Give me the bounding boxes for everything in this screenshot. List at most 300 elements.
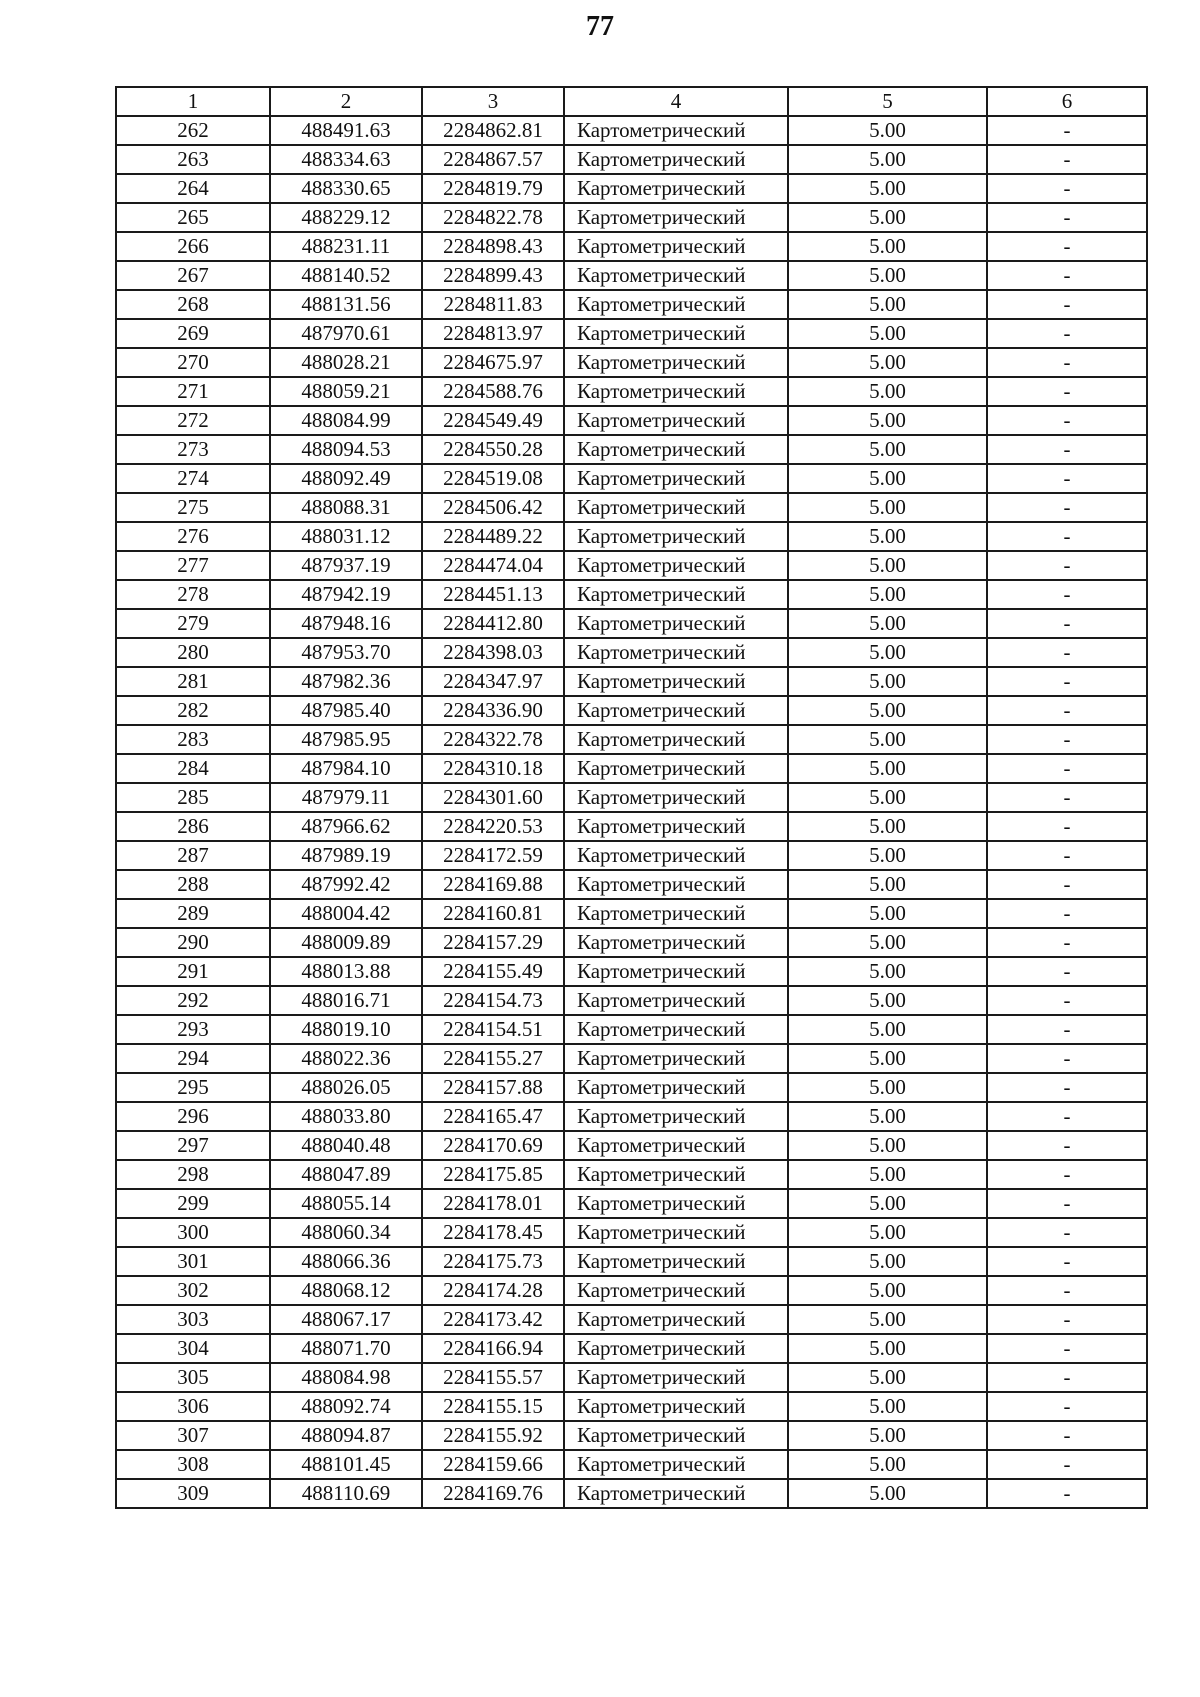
table-row (116, 754, 1147, 783)
table-row (116, 1073, 1147, 1102)
coordinate-x-cell: 488016.71 (270, 986, 422, 1015)
coordinate-y-cell: 2284862.81 (422, 116, 564, 145)
method-cell: Картометрический (564, 580, 788, 609)
point-number-cell: 287 (116, 841, 270, 870)
method-cell: Картометрический (564, 116, 788, 145)
note-cell: - (987, 232, 1147, 261)
point-number-cell: 270 (116, 348, 270, 377)
precision-cell: 5.00 (788, 609, 987, 638)
coordinate-x-cell: 488092.74 (270, 1392, 422, 1421)
table-row (116, 464, 1147, 493)
coordinate-y-cell: 2284899.43 (422, 261, 564, 290)
coordinate-y-cell: 2284813.97 (422, 319, 564, 348)
precision-cell: 5.00 (788, 1305, 987, 1334)
precision-cell: 5.00 (788, 1189, 987, 1218)
coordinate-x-cell: 488019.10 (270, 1015, 422, 1044)
coordinate-y-cell: 2284160.81 (422, 899, 564, 928)
coordinate-y-cell: 2284169.88 (422, 870, 564, 899)
coordinate-y-cell: 2284322.78 (422, 725, 564, 754)
table-row (116, 1247, 1147, 1276)
coordinate-x-cell: 488055.14 (270, 1189, 422, 1218)
note-cell: - (987, 261, 1147, 290)
table-row (116, 319, 1147, 348)
precision-cell: 5.00 (788, 1015, 987, 1044)
precision-cell: 5.00 (788, 261, 987, 290)
coordinate-x-cell: 488067.17 (270, 1305, 422, 1334)
precision-cell: 5.00 (788, 1334, 987, 1363)
note-cell: - (987, 1247, 1147, 1276)
point-number-cell: 306 (116, 1392, 270, 1421)
table-row (116, 899, 1147, 928)
method-cell: Картометрический (564, 1189, 788, 1218)
table-row (116, 1334, 1147, 1363)
table-row (116, 1305, 1147, 1334)
method-cell: Картометрический (564, 812, 788, 841)
column-header-2: 2 (270, 87, 422, 116)
method-cell: Картометрический (564, 754, 788, 783)
coordinate-x-cell: 488009.89 (270, 928, 422, 957)
point-number-cell: 289 (116, 899, 270, 928)
precision-cell: 5.00 (788, 928, 987, 957)
method-cell: Картометрический (564, 435, 788, 464)
table-row (116, 1189, 1147, 1218)
coordinate-y-cell: 2284169.76 (422, 1479, 564, 1508)
note-cell: - (987, 203, 1147, 232)
coordinate-x-cell: 488059.21 (270, 377, 422, 406)
table-body (116, 116, 1147, 1508)
coordinate-y-cell: 2284301.60 (422, 783, 564, 812)
table-row (116, 841, 1147, 870)
table-row (116, 1363, 1147, 1392)
note-cell: - (987, 1479, 1147, 1508)
note-cell: - (987, 1305, 1147, 1334)
coordinate-x-cell: 488140.52 (270, 261, 422, 290)
coordinate-y-cell: 2284155.15 (422, 1392, 564, 1421)
table-row (116, 725, 1147, 754)
table-row (116, 261, 1147, 290)
method-cell: Картометрический (564, 377, 788, 406)
table-row (116, 986, 1147, 1015)
precision-cell: 5.00 (788, 870, 987, 899)
point-number-cell: 262 (116, 116, 270, 145)
coordinate-x-cell: 487937.19 (270, 551, 422, 580)
point-number-cell: 265 (116, 203, 270, 232)
method-cell: Картометрический (564, 319, 788, 348)
page-number: 77 (586, 11, 614, 42)
note-cell: - (987, 580, 1147, 609)
coordinate-x-cell: 487970.61 (270, 319, 422, 348)
point-number-cell: 280 (116, 638, 270, 667)
coordinate-y-cell: 2284519.08 (422, 464, 564, 493)
note-cell: - (987, 928, 1147, 957)
coordinate-y-cell: 2284675.97 (422, 348, 564, 377)
coordinate-y-cell: 2284822.78 (422, 203, 564, 232)
table-row (116, 145, 1147, 174)
coordinate-y-cell: 2284178.45 (422, 1218, 564, 1247)
precision-cell: 5.00 (788, 116, 987, 145)
table-row (116, 812, 1147, 841)
point-number-cell: 277 (116, 551, 270, 580)
note-cell: - (987, 957, 1147, 986)
table-row (116, 493, 1147, 522)
table-row (116, 1218, 1147, 1247)
note-cell: - (987, 725, 1147, 754)
method-cell: Картометрический (564, 1276, 788, 1305)
coordinate-x-cell: 488231.11 (270, 232, 422, 261)
point-number-cell: 291 (116, 957, 270, 986)
coordinate-x-cell: 487985.40 (270, 696, 422, 725)
table-row (116, 116, 1147, 145)
point-number-cell: 284 (116, 754, 270, 783)
table-row (116, 290, 1147, 319)
coordinate-x-cell: 488084.98 (270, 1363, 422, 1392)
note-cell: - (987, 348, 1147, 377)
note-cell: - (987, 116, 1147, 145)
precision-cell: 5.00 (788, 1479, 987, 1508)
table-row (116, 232, 1147, 261)
point-number-cell: 294 (116, 1044, 270, 1073)
point-number-cell: 286 (116, 812, 270, 841)
coordinate-x-cell: 488094.53 (270, 435, 422, 464)
point-number-cell: 271 (116, 377, 270, 406)
method-cell: Картометрический (564, 551, 788, 580)
coordinate-y-cell: 2284819.79 (422, 174, 564, 203)
coordinate-x-cell: 488022.36 (270, 1044, 422, 1073)
point-number-cell: 292 (116, 986, 270, 1015)
method-cell: Картометрический (564, 1102, 788, 1131)
point-number-cell: 264 (116, 174, 270, 203)
coordinate-x-cell: 487966.62 (270, 812, 422, 841)
point-number-cell: 303 (116, 1305, 270, 1334)
table-row (116, 667, 1147, 696)
table-row (116, 406, 1147, 435)
coordinate-x-cell: 487979.11 (270, 783, 422, 812)
point-number-cell: 275 (116, 493, 270, 522)
coordinate-x-cell: 487985.95 (270, 725, 422, 754)
coordinate-x-cell: 488110.69 (270, 1479, 422, 1508)
coordinate-y-cell: 2284474.04 (422, 551, 564, 580)
point-number-cell: 276 (116, 522, 270, 551)
coordinate-y-cell: 2284155.92 (422, 1421, 564, 1450)
point-number-cell: 295 (116, 1073, 270, 1102)
note-cell: - (987, 1334, 1147, 1363)
precision-cell: 5.00 (788, 638, 987, 667)
note-cell: - (987, 522, 1147, 551)
table-row (116, 174, 1147, 203)
coordinate-y-cell: 2284157.88 (422, 1073, 564, 1102)
table-row (116, 522, 1147, 551)
table-row (116, 1102, 1147, 1131)
precision-cell: 5.00 (788, 551, 987, 580)
coordinate-y-cell: 2284175.85 (422, 1160, 564, 1189)
point-number-cell: 293 (116, 1015, 270, 1044)
point-number-cell: 285 (116, 783, 270, 812)
precision-cell: 5.00 (788, 145, 987, 174)
coordinate-y-cell: 2284172.59 (422, 841, 564, 870)
table-row (116, 377, 1147, 406)
coordinate-x-cell: 488031.12 (270, 522, 422, 551)
coordinate-y-cell: 2284506.42 (422, 493, 564, 522)
table-row (116, 870, 1147, 899)
coordinate-y-cell: 2284165.47 (422, 1102, 564, 1131)
method-cell: Картометрический (564, 1305, 788, 1334)
coordinate-x-cell: 488131.56 (270, 290, 422, 319)
point-number-cell: 288 (116, 870, 270, 899)
column-header-4: 4 (564, 87, 788, 116)
point-number-cell: 298 (116, 1160, 270, 1189)
point-number-cell: 268 (116, 290, 270, 319)
precision-cell: 5.00 (788, 1276, 987, 1305)
precision-cell: 5.00 (788, 406, 987, 435)
coordinate-x-cell: 487948.16 (270, 609, 422, 638)
point-number-cell: 296 (116, 1102, 270, 1131)
note-cell: - (987, 551, 1147, 580)
note-cell: - (987, 145, 1147, 174)
coordinate-x-cell: 488491.63 (270, 116, 422, 145)
note-cell: - (987, 435, 1147, 464)
note-cell: - (987, 1189, 1147, 1218)
point-number-cell: 307 (116, 1421, 270, 1450)
coordinate-y-cell: 2284173.42 (422, 1305, 564, 1334)
note-cell: - (987, 1102, 1147, 1131)
coordinate-y-cell: 2284347.97 (422, 667, 564, 696)
coordinate-y-cell: 2284157.29 (422, 928, 564, 957)
column-header-3: 3 (422, 87, 564, 116)
method-cell: Картометрический (564, 203, 788, 232)
precision-cell: 5.00 (788, 1044, 987, 1073)
precision-cell: 5.00 (788, 319, 987, 348)
coordinate-y-cell: 2284174.28 (422, 1276, 564, 1305)
precision-cell: 5.00 (788, 899, 987, 928)
coordinate-y-cell: 2284549.49 (422, 406, 564, 435)
note-cell: - (987, 754, 1147, 783)
table-row (116, 1392, 1147, 1421)
coordinate-x-cell: 488068.12 (270, 1276, 422, 1305)
method-cell: Картометрический (564, 348, 788, 377)
coordinate-x-cell: 488028.21 (270, 348, 422, 377)
note-cell: - (987, 493, 1147, 522)
coordinate-x-cell: 488229.12 (270, 203, 422, 232)
coordinate-y-cell: 2284310.18 (422, 754, 564, 783)
precision-cell: 5.00 (788, 783, 987, 812)
coordinate-y-cell: 2284159.66 (422, 1450, 564, 1479)
table-row (116, 638, 1147, 667)
column-header-1: 1 (116, 87, 270, 116)
method-cell: Картометрический (564, 232, 788, 261)
note-cell: - (987, 667, 1147, 696)
method-cell: Картометрический (564, 899, 788, 928)
table-row (116, 580, 1147, 609)
note-cell: - (987, 812, 1147, 841)
precision-cell: 5.00 (788, 174, 987, 203)
precision-cell: 5.00 (788, 522, 987, 551)
coordinate-x-cell: 487982.36 (270, 667, 422, 696)
method-cell: Картометрический (564, 1334, 788, 1363)
coordinate-y-cell: 2284867.57 (422, 145, 564, 174)
note-cell: - (987, 319, 1147, 348)
precision-cell: 5.00 (788, 1450, 987, 1479)
coordinate-x-cell: 488047.89 (270, 1160, 422, 1189)
column-header-5: 5 (788, 87, 987, 116)
table-row (116, 1160, 1147, 1189)
table-row (116, 1479, 1147, 1508)
coordinate-y-cell: 2284166.94 (422, 1334, 564, 1363)
coordinate-x-cell: 487942.19 (270, 580, 422, 609)
note-cell: - (987, 1421, 1147, 1450)
point-number-cell: 266 (116, 232, 270, 261)
note-cell: - (987, 1015, 1147, 1044)
method-cell: Картометрический (564, 261, 788, 290)
point-number-cell: 301 (116, 1247, 270, 1276)
note-cell: - (987, 1218, 1147, 1247)
method-cell: Картометрический (564, 1450, 788, 1479)
point-number-cell: 299 (116, 1189, 270, 1218)
method-cell: Картометрический (564, 1247, 788, 1276)
method-cell: Картометрический (564, 928, 788, 957)
precision-cell: 5.00 (788, 1160, 987, 1189)
note-cell: - (987, 841, 1147, 870)
point-number-cell: 279 (116, 609, 270, 638)
note-cell: - (987, 696, 1147, 725)
note-cell: - (987, 174, 1147, 203)
method-cell: Картометрический (564, 1479, 788, 1508)
method-cell: Картометрический (564, 145, 788, 174)
coordinate-y-cell: 2284155.49 (422, 957, 564, 986)
note-cell: - (987, 899, 1147, 928)
coordinate-y-cell: 2284811.83 (422, 290, 564, 319)
note-cell: - (987, 1160, 1147, 1189)
coordinates-table (115, 86, 1148, 1509)
coordinate-x-cell: 488088.31 (270, 493, 422, 522)
coordinate-y-cell: 2284170.69 (422, 1131, 564, 1160)
point-number-cell: 302 (116, 1276, 270, 1305)
note-cell: - (987, 1131, 1147, 1160)
table-row (116, 435, 1147, 464)
coordinate-y-cell: 2284178.01 (422, 1189, 564, 1218)
coordinate-x-cell: 488071.70 (270, 1334, 422, 1363)
method-cell: Картометрический (564, 957, 788, 986)
precision-cell: 5.00 (788, 1392, 987, 1421)
table-row (116, 1276, 1147, 1305)
table-row (116, 957, 1147, 986)
note-cell: - (987, 377, 1147, 406)
method-cell: Картометрический (564, 1392, 788, 1421)
table-row (116, 1044, 1147, 1073)
note-cell: - (987, 986, 1147, 1015)
note-cell: - (987, 609, 1147, 638)
precision-cell: 5.00 (788, 203, 987, 232)
coordinate-y-cell: 2284489.22 (422, 522, 564, 551)
method-cell: Картометрический (564, 1131, 788, 1160)
precision-cell: 5.00 (788, 957, 987, 986)
table-row (116, 1131, 1147, 1160)
coordinate-y-cell: 2284155.27 (422, 1044, 564, 1073)
coordinate-y-cell: 2284550.28 (422, 435, 564, 464)
table-row (116, 203, 1147, 232)
note-cell: - (987, 1392, 1147, 1421)
precision-cell: 5.00 (788, 1363, 987, 1392)
method-cell: Картометрический (564, 783, 788, 812)
note-cell: - (987, 290, 1147, 319)
point-number-cell: 297 (116, 1131, 270, 1160)
coordinate-x-cell: 488084.99 (270, 406, 422, 435)
method-cell: Картометрический (564, 174, 788, 203)
note-cell: - (987, 1276, 1147, 1305)
point-number-cell: 269 (116, 319, 270, 348)
table-row (116, 551, 1147, 580)
coordinate-x-cell: 488060.34 (270, 1218, 422, 1247)
method-cell: Картометрический (564, 609, 788, 638)
coordinate-y-cell: 2284175.73 (422, 1247, 564, 1276)
point-number-cell: 273 (116, 435, 270, 464)
precision-cell: 5.00 (788, 696, 987, 725)
table-row (116, 928, 1147, 957)
precision-cell: 5.00 (788, 580, 987, 609)
method-cell: Картометрический (564, 493, 788, 522)
table-header-row (116, 87, 1147, 116)
point-number-cell: 263 (116, 145, 270, 174)
coordinate-y-cell: 2284588.76 (422, 377, 564, 406)
point-number-cell: 308 (116, 1450, 270, 1479)
note-cell: - (987, 1044, 1147, 1073)
point-number-cell: 309 (116, 1479, 270, 1508)
coordinate-x-cell: 488013.88 (270, 957, 422, 986)
precision-cell: 5.00 (788, 1131, 987, 1160)
method-cell: Картометрический (564, 1073, 788, 1102)
coordinate-x-cell: 488066.36 (270, 1247, 422, 1276)
table-row (116, 609, 1147, 638)
table-row (116, 783, 1147, 812)
precision-cell: 5.00 (788, 841, 987, 870)
precision-cell: 5.00 (788, 1421, 987, 1450)
method-cell: Картометрический (564, 406, 788, 435)
point-number-cell: 267 (116, 261, 270, 290)
precision-cell: 5.00 (788, 725, 987, 754)
point-number-cell: 282 (116, 696, 270, 725)
method-cell: Картометрический (564, 841, 788, 870)
coordinate-y-cell: 2284336.90 (422, 696, 564, 725)
point-number-cell: 290 (116, 928, 270, 957)
method-cell: Картометрический (564, 1015, 788, 1044)
coordinate-x-cell: 488330.65 (270, 174, 422, 203)
method-cell: Картометрический (564, 667, 788, 696)
note-cell: - (987, 1450, 1147, 1479)
table-row (116, 1015, 1147, 1044)
note-cell: - (987, 870, 1147, 899)
precision-cell: 5.00 (788, 667, 987, 696)
column-header-6: 6 (987, 87, 1147, 116)
note-cell: - (987, 406, 1147, 435)
precision-cell: 5.00 (788, 464, 987, 493)
coordinate-x-cell: 488033.80 (270, 1102, 422, 1131)
method-cell: Картометрический (564, 725, 788, 754)
method-cell: Картометрический (564, 290, 788, 319)
coordinate-y-cell: 2284220.53 (422, 812, 564, 841)
note-cell: - (987, 1073, 1147, 1102)
table-row (116, 696, 1147, 725)
method-cell: Картометрический (564, 696, 788, 725)
method-cell: Картометрический (564, 1044, 788, 1073)
note-cell: - (987, 1363, 1147, 1392)
coordinate-y-cell: 2284898.43 (422, 232, 564, 261)
precision-cell: 5.00 (788, 1218, 987, 1247)
coordinate-x-cell: 487984.10 (270, 754, 422, 783)
point-number-cell: 278 (116, 580, 270, 609)
coordinate-y-cell: 2284451.13 (422, 580, 564, 609)
point-number-cell: 281 (116, 667, 270, 696)
precision-cell: 5.00 (788, 1073, 987, 1102)
coordinate-x-cell: 487992.42 (270, 870, 422, 899)
